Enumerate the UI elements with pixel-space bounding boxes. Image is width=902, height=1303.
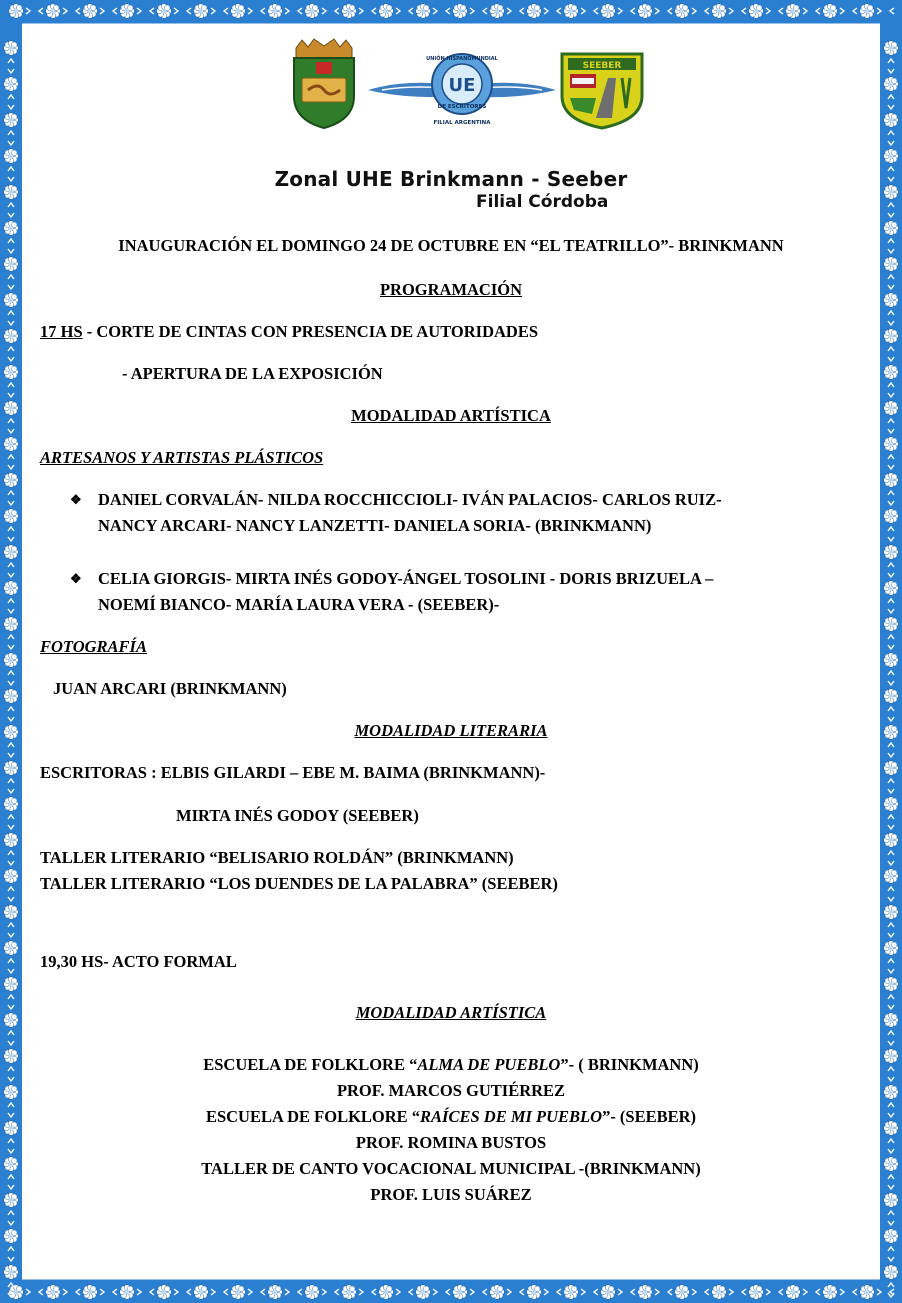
flower-icon: [527, 4, 542, 19]
flower-icon: [120, 1285, 135, 1300]
flower-icon: [564, 4, 579, 19]
time-17-label: 17 HS: [40, 322, 83, 341]
flower-icon: [46, 4, 61, 19]
time-17-text: - CORTE DE CINTAS CON PRESENCIA DE AUTORIDADES: [82, 322, 539, 341]
flower-icon: [4, 941, 19, 956]
flower-icon: [4, 401, 19, 416]
flower-icon: [884, 221, 899, 236]
flower-icon: [4, 257, 19, 272]
flower-icon: [884, 257, 899, 272]
bullet-2-line-2: NOEMÍ BIANCO- MARÍA LAURA VERA - (SEEBER)-: [98, 595, 500, 614]
flower-icon: [4, 1121, 19, 1136]
flower-icon: [83, 4, 98, 19]
flower-icon: [9, 4, 24, 19]
flower-icon: [157, 4, 172, 19]
escuela-2-name: RAÍCES DE MI PUEBLO: [420, 1107, 603, 1126]
flower-icon: [4, 833, 19, 848]
svg-text:SEEBER: SEEBER: [582, 61, 622, 71]
flower-icon: [4, 1085, 19, 1100]
header: [0, 30, 902, 212]
flower-icon: [564, 1285, 579, 1300]
escuela-folklore-2: [40, 1107, 862, 1127]
flower-icon: [305, 1285, 320, 1300]
escuela-2-prefix: ESCUELA DE FOLKLORE “: [205, 1107, 421, 1126]
flower-icon: [884, 329, 899, 344]
flower-icon: [884, 1085, 899, 1100]
uhe-emblem-icon: [368, 48, 556, 130]
flower-icon: [884, 689, 899, 704]
escritoras-line-2: MIRTA INÉS GODOY (SEEBER): [176, 806, 419, 825]
flower-icon: [823, 4, 838, 19]
flower-icon: [4, 1193, 19, 1208]
flower-icon: [4, 1229, 19, 1244]
flower-icon: [884, 473, 899, 488]
diamond-bullet-icon: ❖: [70, 571, 82, 586]
taller-literario-2: TALLER LITERARIO “LOS DUENDES DE LA PALABRA” (SEEBER): [40, 874, 558, 893]
brinkmann-coat-of-arms-icon: [288, 38, 360, 130]
flower-icon: [884, 905, 899, 920]
flower-icon: [4, 725, 19, 740]
flower-icon: [4, 689, 19, 704]
flower-icon: [823, 1285, 838, 1300]
flower-icon: [884, 1121, 899, 1136]
flower-icon: [231, 4, 246, 19]
flower-icon: [4, 797, 19, 812]
taller-literario-1: TALLER LITERARIO “BELISARIO ROLDÁN” (BRINKMANN): [40, 848, 514, 867]
flower-icon: [884, 365, 899, 380]
flower-icon: [884, 545, 899, 560]
fotografia-heading: FOTOGRAFÍA: [40, 637, 147, 656]
flower-icon: [4, 1013, 19, 1028]
flower-icon: [601, 4, 616, 19]
flower-icon: [884, 761, 899, 776]
flower-icon: [884, 401, 899, 416]
escuela-folklore-1: [40, 1055, 862, 1075]
flower-icon: [194, 1285, 209, 1300]
flower-icon: [884, 617, 899, 632]
flower-icon: [786, 4, 801, 19]
modalidad-artistica-heading-2: MODALIDAD ARTÍSTICA: [355, 1003, 547, 1022]
flower-icon: [4, 509, 19, 524]
flower-icon: [4, 869, 19, 884]
flower-icon: [453, 4, 468, 19]
flower-icon: [675, 4, 690, 19]
artesanos-heading: ARTESANOS Y ARTISTAS PLÁSTICOS: [40, 448, 324, 467]
flower-icon: [4, 473, 19, 488]
svg-text:DE ESCRITORES: DE ESCRITORES: [437, 104, 487, 110]
flower-icon: [83, 1285, 98, 1300]
flower-icon: [884, 653, 899, 668]
flower-icon: [194, 4, 209, 19]
svg-text:UE: UE: [448, 75, 476, 96]
flower-icon: [4, 1157, 19, 1172]
flower-icon: [490, 4, 505, 19]
flower-icon: [749, 4, 764, 19]
escuela-2-suffix: ”- (SEEBER): [602, 1107, 697, 1126]
flower-icon: [638, 1285, 653, 1300]
escritoras-line-1: ESCRITORAS : ELBIS GILARDI – EBE M. BAIMA (BRINKMANN)-: [40, 763, 546, 782]
flower-icon: [675, 1285, 690, 1300]
flower-icon: [4, 329, 19, 344]
acto-formal-line: 19,30 HS- ACTO FORMAL: [40, 952, 237, 971]
flower-icon: [749, 1285, 764, 1300]
escuela-1-suffix: ”- ( BRINKMANN): [560, 1055, 699, 1074]
flower-icon: [4, 653, 19, 668]
flower-icon: [884, 1013, 899, 1028]
flower-icon: [490, 1285, 505, 1300]
flower-icon: [4, 761, 19, 776]
flower-icon: [453, 1285, 468, 1300]
flower-icon: [884, 293, 899, 308]
flower-icon: [884, 509, 899, 524]
flower-icon: [860, 1285, 875, 1300]
flower-icon: [884, 1265, 899, 1280]
prof-2: PROF. ROMINA BUSTOS: [355, 1133, 547, 1152]
flower-icon: [884, 1229, 899, 1244]
flower-icon: [884, 797, 899, 812]
flower-icon: [638, 4, 653, 19]
svg-text:UNIÓN HISPANOMUNDIAL: UNIÓN HISPANOMUNDIAL: [426, 56, 498, 62]
flower-icon: [884, 869, 899, 884]
flower-icon: [4, 545, 19, 560]
flower-icon: [416, 1285, 431, 1300]
flower-icon: [4, 977, 19, 992]
modalidad-artistica-heading-1: MODALIDAD ARTÍSTICA: [351, 406, 551, 425]
flower-icon: [342, 1285, 357, 1300]
flower-icon: [416, 4, 431, 19]
flower-icon: [231, 1285, 246, 1300]
flower-icon: [884, 977, 899, 992]
flower-icon: [884, 437, 899, 452]
bullet-2-line-1: CELIA GIORGIS- MIRTA INÉS GODOY-ÁNGEL TOSOLINI - DORIS BRIZUELA –: [98, 569, 714, 588]
flower-icon: [884, 725, 899, 740]
flower-icon: [4, 437, 19, 452]
flower-icon: [379, 4, 394, 19]
flower-icon: [342, 4, 357, 19]
flower-icon: [601, 1285, 616, 1300]
flower-icon: [712, 1285, 727, 1300]
escuela-1-prefix: ESCUELA DE FOLKLORE “: [203, 1055, 418, 1074]
programacion-heading: PROGRAMACIÓN: [379, 280, 523, 299]
flower-icon: [120, 4, 135, 19]
prof-1: PROF. MARCOS GUTIÉRREZ: [336, 1081, 566, 1100]
flower-icon: [4, 617, 19, 632]
flower-icon: [712, 4, 727, 19]
bullet-1-line-2: NANCY ARCARI- NANCY LANZETTI- DANIELA SORIA- (BRINKMANN): [98, 516, 652, 535]
flower-icon: [527, 1285, 542, 1300]
flower-icon: [268, 4, 283, 19]
header-title: Zonal UHE Brinkmann - Seeber: [274, 167, 628, 191]
flower-icon: [884, 941, 899, 956]
flower-icon: [4, 365, 19, 380]
prof-3: PROF. LUIS SUÁREZ: [370, 1185, 532, 1204]
flower-icon: [884, 1157, 899, 1172]
inauguracion-title: INAUGURACIÓN EL DOMINGO 24 DE OCTUBRE EN “EL TEATRILLO”- BRINKMANN: [118, 236, 784, 255]
flower-icon: [157, 1285, 172, 1300]
flower-icon: [884, 833, 899, 848]
flower-icon: [4, 905, 19, 920]
flower-icon: [884, 1193, 899, 1208]
time-17-line: [40, 322, 538, 342]
flower-icon: [4, 1049, 19, 1064]
flower-icon: [46, 1285, 61, 1300]
apertura-line: - APERTURA DE LA EXPOSICIÓN: [122, 364, 383, 383]
flower-icon: [860, 4, 875, 19]
seeber-coat-of-arms-icon: [556, 48, 648, 130]
modalidad-literaria-heading: MODALIDAD LITERARIA: [354, 721, 548, 740]
flower-icon: [4, 221, 19, 236]
escuela-1-name: ALMA DE PUEBLO: [417, 1055, 561, 1074]
flower-icon: [884, 1049, 899, 1064]
diamond-bullet-icon: ❖: [70, 492, 82, 507]
header-subtitle: Filial Córdoba: [476, 192, 609, 212]
flower-icon: [884, 581, 899, 596]
flower-icon: [4, 1265, 19, 1280]
flower-icon: [379, 1285, 394, 1300]
bullet-1-line-1: DANIEL CORVALÁN- NILDA ROCCHICCIOLI- IVÁN PALACIOS- CARLOS RUIZ-: [98, 490, 722, 509]
taller-canto: TALLER DE CANTO VOCACIONAL MUNICIPAL -(BRINKMANN): [201, 1159, 701, 1178]
flower-icon: [268, 1285, 283, 1300]
svg-text:FILIAL ARGENTINA: FILIAL ARGENTINA: [433, 120, 491, 126]
flower-icon: [4, 581, 19, 596]
flower-icon: [305, 4, 320, 19]
flower-icon: [786, 1285, 801, 1300]
flower-icon: [4, 293, 19, 308]
fotografia-name: JUAN ARCARI (BRINKMANN): [53, 679, 287, 698]
